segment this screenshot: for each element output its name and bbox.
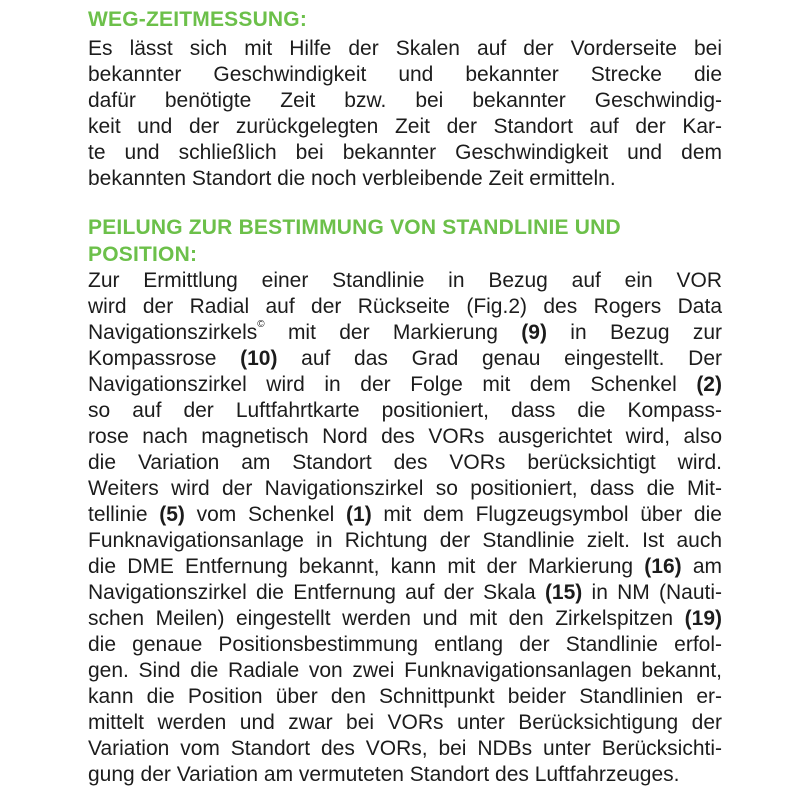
- reference-number: (16): [644, 555, 682, 578]
- reference-number: (19): [684, 607, 722, 630]
- paragraph-line: rose nach magnetisch Nord des VORs ausgerichtet wird, also: [88, 425, 722, 448]
- text-span: Navigationszirkels: [88, 321, 258, 344]
- text-span: vom Schenkel: [196, 503, 335, 526]
- text-span: Kompassrose: [88, 347, 217, 370]
- paragraph-line: Weiters wird der Navigationszirkel so positioniert, dass die Mit-: [88, 477, 722, 500]
- paragraph-line: [88, 606, 722, 632]
- paragraph-line: dafür benötigte Zeit bzw. bei bekannter Geschwindig-: [88, 89, 722, 112]
- paragraph-line: keit und der zurückgelegten Zeit der Standort auf der Kar-: [88, 115, 722, 138]
- reference-number: (5): [159, 503, 185, 526]
- text-span: Navigationszirkel die Entfernung auf der Skala: [88, 581, 536, 604]
- paragraph-line: wird der Radial auf der Rückseite (Fig.2) des Rogers Data: [88, 295, 722, 318]
- paragraph-line: [88, 554, 722, 580]
- text-span: in NM (Nauti-: [591, 581, 722, 604]
- text-span: auf das Grad genau eingestellt. Der: [301, 347, 722, 370]
- paragraph-line: Variation vom Standort des VORs, bei NDBs unter Berücksichti-: [88, 737, 722, 760]
- paragraph-line: [88, 502, 722, 528]
- reference-number: (15): [544, 581, 583, 604]
- paragraph-line: gen. Sind die Radiale von zwei Funknavigationsanlagen bekannt,: [88, 659, 722, 682]
- section-heading: WEG-ZEITMESSUNG:: [88, 8, 308, 31]
- reference-number: (10): [240, 347, 278, 370]
- paragraph-line: [88, 320, 722, 346]
- section-heading: PEILUNG ZUR BESTIMMUNG VON STANDLINIE UND: [88, 216, 621, 239]
- reference-number: (2): [696, 373, 722, 396]
- text-span: tellinie: [88, 503, 148, 526]
- text-span: die DME Entfernung bekannt, kann mit der Markierung: [88, 555, 634, 578]
- copyright-mark: ©: [257, 319, 265, 330]
- section-heading: POSITION:: [88, 243, 198, 266]
- paragraph-line: [88, 346, 722, 372]
- paragraph-line: te und schließlich bei bekannter Geschwindigkeit und dem: [88, 141, 722, 164]
- text-span: schen Meilen) eingestellt werden und mit den Zirkelspitzen: [88, 607, 674, 630]
- text-span: Navigationszirkel wird in der Folge mit dem Schenkel: [88, 373, 677, 396]
- text-span: in Bezug zur: [570, 321, 722, 344]
- paragraph-line: bekannten Standort die noch verbleibende Zeit ermitteln.: [88, 167, 616, 190]
- reference-number: (9): [521, 321, 547, 344]
- text-span: mit dem Flugzeugsymbol über die: [383, 503, 722, 526]
- paragraph-line: so auf der Luftfahrtkarte positioniert, dass die Kompass-: [88, 399, 722, 422]
- paragraph-line: Zur Ermittlung einer Standlinie in Bezug auf ein VOR: [88, 269, 722, 292]
- text-span: am: [692, 555, 722, 578]
- paragraph-line: [88, 580, 722, 606]
- paragraph-line: Es lässt sich mit Hilfe der Skalen auf der Vorderseite bei: [88, 37, 722, 60]
- paragraph-line: die genaue Positionsbestimmung entlang der Standlinie erfol-: [88, 633, 722, 656]
- paragraph-line: bekannter Geschwindigkeit und bekannter Strecke die: [88, 63, 722, 86]
- paragraph-line: [88, 372, 722, 398]
- paragraph-line: kann die Position über den Schnittpunkt beider Standlinien er-: [88, 685, 722, 708]
- reference-number: (1): [346, 503, 372, 526]
- paragraph-line: die Variation am Standort des VORs berücksichtigt wird.: [88, 451, 722, 474]
- paragraph-line: gung der Variation am vermuteten Standort des Luftfahrzeuges.: [88, 763, 680, 786]
- paragraph-line: Funknavigationsanlage in Richtung der Standlinie zielt. Ist auch: [88, 529, 722, 552]
- paragraph-line: mittelt werden und zwar bei VORs unter Berücksichtigung der: [88, 711, 722, 734]
- text-span: mit der Markierung: [287, 321, 498, 344]
